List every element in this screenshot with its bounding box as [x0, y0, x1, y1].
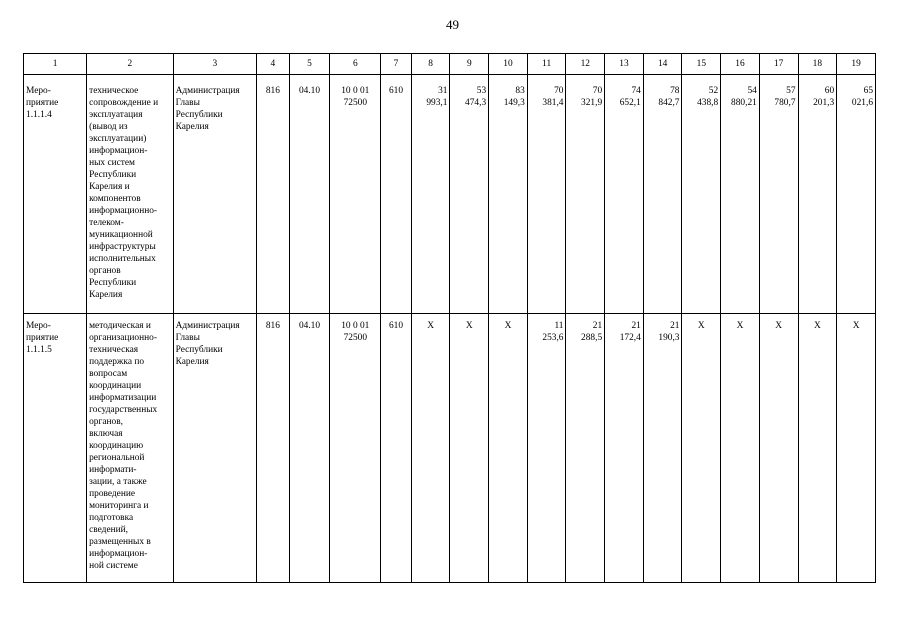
- value-cell-10: X: [489, 314, 528, 583]
- page-number: 49: [446, 17, 459, 32]
- column-header-13: 13: [605, 54, 644, 75]
- activity-description-cell: техническое сопровождение и эксплуатация (вывод из эксплуатации) информацион- ных систем Республики Карелия и компонентов информационно- телеком- муникационной инфраструктуры исполнительных органов Республики Карелия: [87, 75, 174, 314]
- column-header-16: 16: [721, 54, 760, 75]
- executor-cell: Администрация Главы Республики Карелия: [173, 314, 256, 583]
- column-header-14: 14: [643, 54, 682, 75]
- activity-name-cell: Меро- приятие 1.1.1.4: [24, 75, 87, 314]
- grbs-cell: 816: [257, 75, 290, 314]
- csr-cell: 10 0 01 72500: [330, 314, 381, 583]
- column-header-5: 5: [289, 54, 330, 75]
- csr-cell: 10 0 01 72500: [330, 75, 381, 314]
- value-cell-11: 70 381,4: [527, 75, 566, 314]
- value-cell-19: 65 021,6: [837, 75, 876, 314]
- column-header-12: 12: [566, 54, 605, 75]
- rzpr-cell: 04.10: [289, 75, 330, 314]
- value-cell-18: X: [798, 314, 837, 583]
- column-header-17: 17: [759, 54, 798, 75]
- value-cell-9: X: [450, 314, 489, 583]
- grbs-cell: 816: [257, 314, 290, 583]
- column-header-6: 6: [330, 54, 381, 75]
- vr-cell: 610: [381, 314, 412, 583]
- value-cell-19: X: [837, 314, 876, 583]
- column-header-4: 4: [257, 54, 290, 75]
- value-cell-8: X: [411, 314, 450, 583]
- column-header-15: 15: [682, 54, 721, 75]
- value-cell-9: 53 474,3: [450, 75, 489, 314]
- budget-table: [23, 53, 876, 583]
- value-cell-16: 54 880,21: [721, 75, 760, 314]
- value-cell-17: 57 780,7: [759, 75, 798, 314]
- value-cell-13: 21 172,4: [605, 314, 644, 583]
- header-row: [24, 54, 876, 75]
- executor-cell: Администрация Главы Республики Карелия: [173, 75, 256, 314]
- activity-description-cell: методическая и организационно- техническая поддержка по вопросам координации информатизации государственных органов, включая координацию региональной информати- зации, а также проведение мониторинга и подготовка сведений, размещенных в информацион- ной системе: [87, 314, 174, 583]
- table-row: [24, 314, 876, 583]
- value-cell-8: 31 993,1: [411, 75, 450, 314]
- value-cell-12: 21 288,5: [566, 314, 605, 583]
- value-cell-15: X: [682, 314, 721, 583]
- column-header-2: 2: [87, 54, 174, 75]
- value-cell-16: X: [721, 314, 760, 583]
- value-cell-11: 11 253,6: [527, 314, 566, 583]
- column-header-1: 1: [24, 54, 87, 75]
- rzpr-cell: 04.10: [289, 314, 330, 583]
- activity-name-cell: Меро- приятие 1.1.1.5: [24, 314, 87, 583]
- value-cell-12: 70 321,9: [566, 75, 605, 314]
- column-header-9: 9: [450, 54, 489, 75]
- table-row: [24, 75, 876, 314]
- column-header-8: 8: [411, 54, 450, 75]
- value-cell-14: 78 842,7: [643, 75, 682, 314]
- vr-cell: 610: [381, 75, 412, 314]
- column-header-18: 18: [798, 54, 837, 75]
- value-cell-14: 21 190,3: [643, 314, 682, 583]
- value-cell-15: 52 438,8: [682, 75, 721, 314]
- value-cell-17: X: [759, 314, 798, 583]
- column-header-7: 7: [381, 54, 412, 75]
- column-header-19: 19: [837, 54, 876, 75]
- column-header-10: 10: [489, 54, 528, 75]
- value-cell-13: 74 652,1: [605, 75, 644, 314]
- value-cell-18: 60 201,3: [798, 75, 837, 314]
- column-header-11: 11: [527, 54, 566, 75]
- column-header-3: 3: [173, 54, 256, 75]
- value-cell-10: 83 149,3: [489, 75, 528, 314]
